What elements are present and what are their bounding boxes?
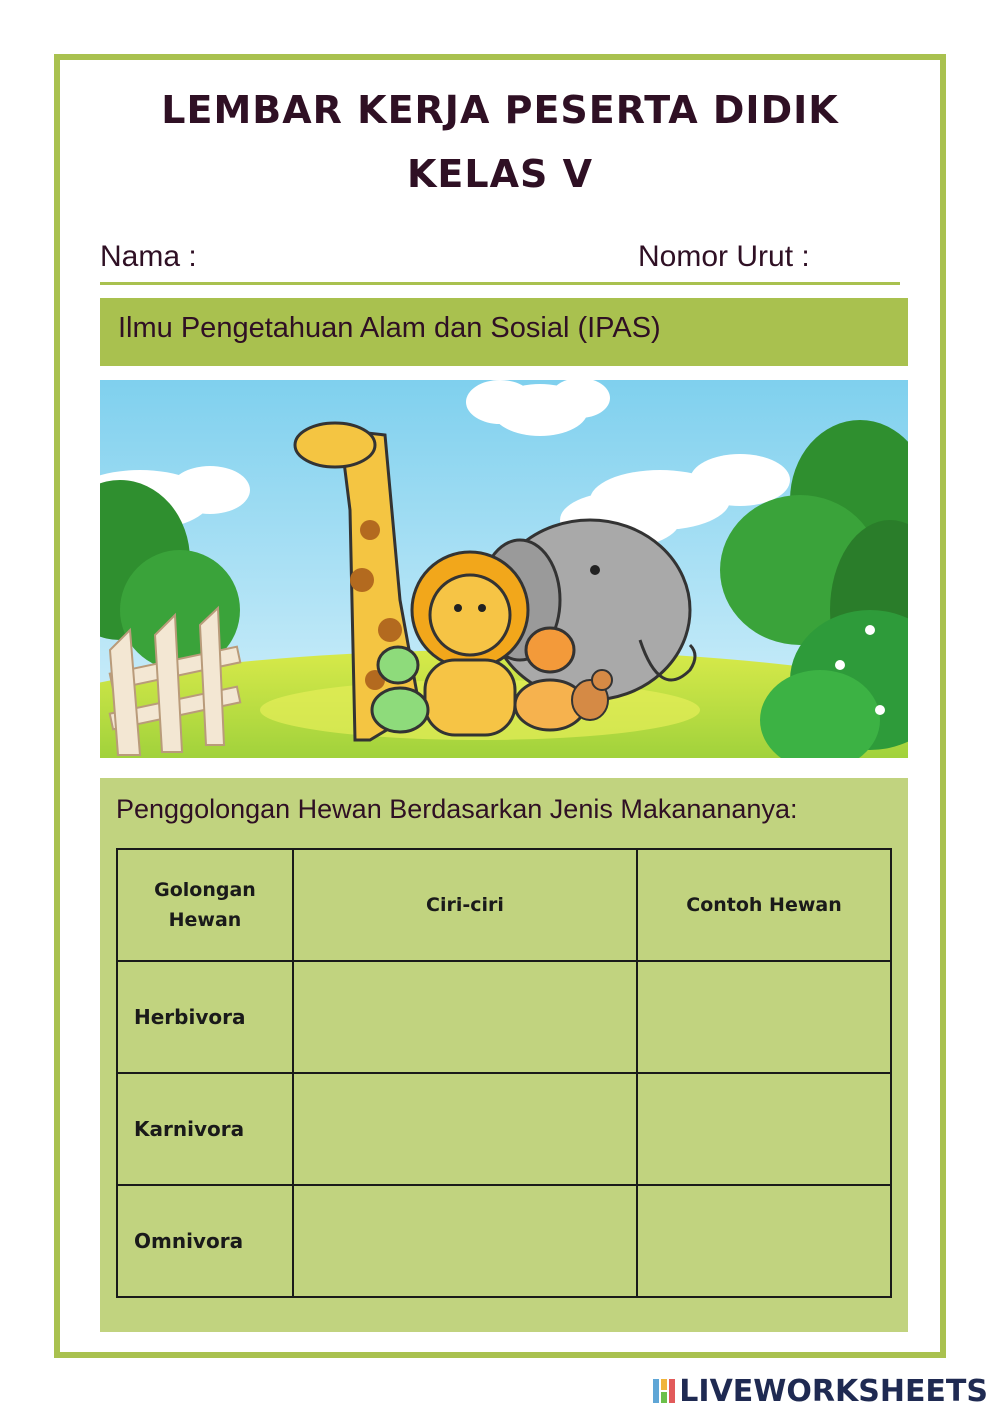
table-row xyxy=(117,1073,891,1185)
task-title: Penggolongan Hewan Berdasarkan Jenis Makanananya: xyxy=(116,794,798,824)
row-label: Omnivora xyxy=(117,1185,293,1297)
subject-title: Ilmu Pengetahuan Alam dan Sosial (IPAS) xyxy=(118,312,661,344)
task-box xyxy=(100,778,908,1332)
name-underline xyxy=(100,282,900,285)
worksheet-title: LEMBAR KERJA PESERTA DIDIK xyxy=(161,88,839,132)
table-row xyxy=(117,961,891,1073)
liveworksheets-logo xyxy=(653,1374,988,1409)
table-row xyxy=(117,1185,891,1297)
number-label: Nomor Urut : xyxy=(638,240,810,273)
contoh-answer-cell[interactable] xyxy=(637,961,891,1073)
contoh-answer-cell[interactable] xyxy=(637,1073,891,1185)
ciri-answer-cell[interactable] xyxy=(293,1073,637,1185)
row-label: Herbivora xyxy=(117,961,293,1073)
class-title: KELAS V xyxy=(406,152,594,196)
table-header-row xyxy=(117,849,891,961)
column-header: Ciri-ciri xyxy=(293,849,637,961)
animal-illustration xyxy=(100,380,908,758)
ciri-answer-cell[interactable] xyxy=(293,1185,637,1297)
subject-bar xyxy=(100,298,908,366)
classification-table xyxy=(116,848,892,1298)
brand-text: LIVEWORKSHEETS xyxy=(679,1374,988,1409)
liveworksheets-mark-icon xyxy=(653,1379,675,1403)
ciri-answer-cell[interactable] xyxy=(293,961,637,1073)
name-label: Nama : xyxy=(100,240,197,273)
row-label: Karnivora xyxy=(117,1073,293,1185)
contoh-answer-cell[interactable] xyxy=(637,1185,891,1297)
column-header: Golongan Hewan xyxy=(117,849,293,961)
lion-icon xyxy=(412,552,528,735)
column-header: Contoh Hewan xyxy=(637,849,891,961)
